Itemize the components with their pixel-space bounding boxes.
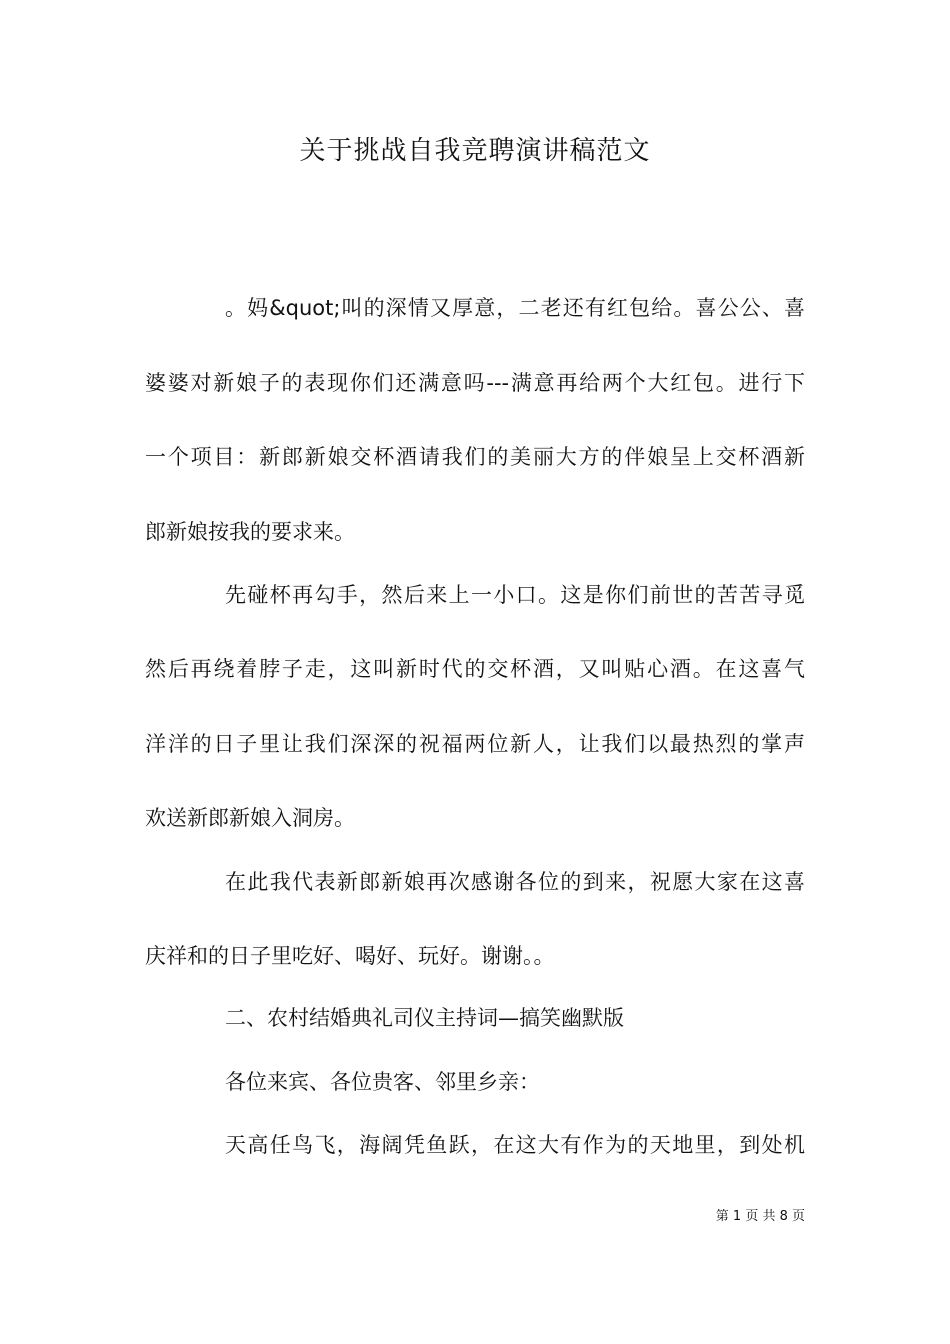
body-line: 欢送新郎新娘入洞房。 [145, 806, 355, 830]
body-line: 一个项目：新郎新娘交杯酒请我们的美丽大方的伴娘呈上交杯酒新 [145, 445, 805, 469]
body-line: 然后再绕着脖子走，这叫新时代的交杯酒，又叫贴心酒。在这喜气 [145, 657, 805, 681]
section-heading: 二、农村结婚典礼司仪主持词—搞笑幽默版 [225, 1006, 624, 1030]
body-line: 。妈&quot;叫的深情又厚意，二老还有红包给。喜公公、喜 [225, 296, 805, 320]
body-line: 天高任鸟飞，海阔凭鱼跃，在这大有作为的天地里，到处机 [225, 1133, 805, 1157]
body-line: 在此我代表新郎新娘再次感谢各位的到来，祝愿大家在这喜 [225, 870, 805, 894]
body-line: 先碰杯再勾手，然后来上一小口。这是你们前世的苦苦寻觅 [225, 583, 805, 607]
body-line: 庆祥和的日子里吃好、喝好、玩好。谢谢。。 [145, 944, 555, 968]
body-line: 洋洋的日子里让我们深深的祝福两位新人，让我们以最热烈的掌声 [145, 732, 805, 756]
body-line: 郎新娘按我的要求来。 [145, 520, 355, 544]
page-number: 第 1 页 共 8 页 [715, 1209, 805, 1224]
document-title: 关于挑战自我竞聘演讲稿范文 [299, 136, 651, 166]
body-line: 婆婆对新娘子的表现你们还满意吗---满意再给两个大红包。进行下 [145, 371, 805, 395]
body-line: 各位来宾、各位贵客、邻里乡亲： [225, 1070, 540, 1094]
